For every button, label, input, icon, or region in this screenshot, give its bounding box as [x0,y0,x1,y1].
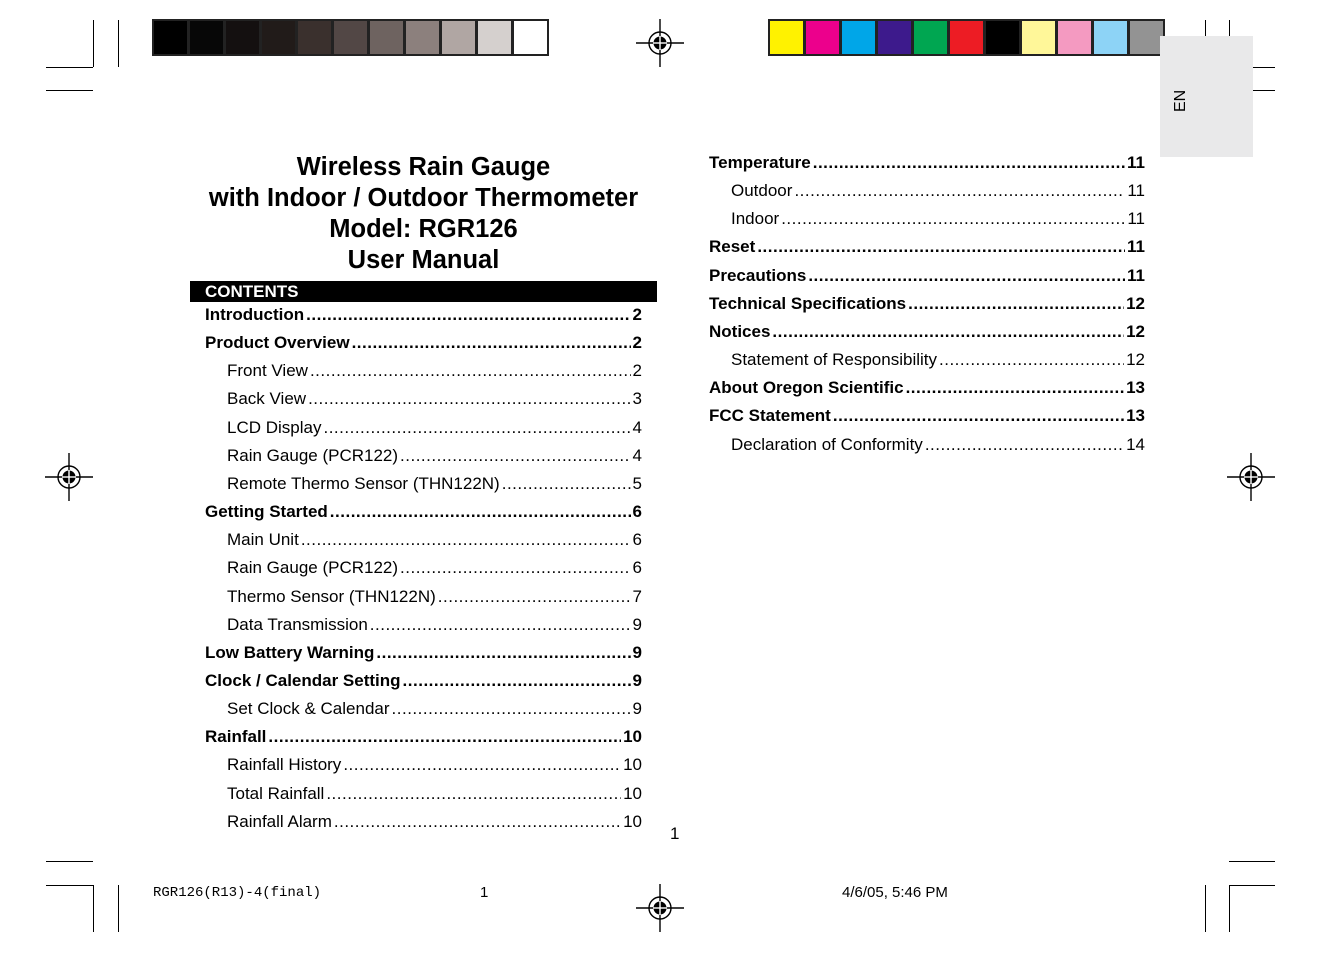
toc-entry-page: 10 [623,783,642,803]
toc-entry-page: 12 [1126,350,1145,370]
toc-entry [227,474,642,494]
color-swatch [478,21,511,54]
toc-entry-page: 11 [1127,265,1145,285]
toc-entry-title: Front View [227,361,308,381]
toc-entry-page: 14 [1126,434,1145,454]
color-swatch [914,21,947,54]
toc-entry-title: Indoor [731,209,780,229]
toc-entry-page: 2 [632,333,642,353]
toc-entry-page: 6 [632,530,642,550]
toc-entry [227,530,642,550]
toc-entry-page: 4 [632,445,642,465]
toc-entry-title: Outdoor [731,181,793,201]
title-line: User Manual [347,246,500,274]
footer-file-name: RGR126(R13)-4(final) [153,885,322,901]
language-tab [1160,36,1253,157]
toc-entry-title: LCD Display [227,417,322,437]
toc-entry [731,181,1145,201]
document-title [190,152,657,276]
toc-entry [227,699,642,719]
toc-entry [227,755,642,775]
toc-entry [227,361,642,381]
title-line: Model: RGR126 [329,215,518,243]
toc-entry-page: 2 [632,361,642,381]
toc-dot-leader [392,699,631,719]
color-swatch [514,21,547,54]
toc-entry-page: 9 [632,642,642,662]
toc-dot-leader [772,322,1124,342]
toc-entry [227,446,642,466]
toc-entry-page: 10 [623,755,642,775]
toc-entry-title: About Oregon Scientific [709,378,904,398]
toc-dot-leader [376,643,630,663]
toc-dot-leader [400,558,631,578]
toc-entry-page: 6 [632,502,642,522]
toc-entry-page: 4 [632,417,642,437]
toc-entry [205,333,642,353]
registration-mark-icon [45,453,93,501]
toc-dot-leader [438,587,631,607]
toc-entry [709,378,1145,398]
color-swatch [1058,21,1091,54]
toc-entry-title: Technical Specifications [709,293,907,313]
grayscale-color-bar [152,19,549,56]
toc-entry [227,615,642,635]
toc-dot-leader [310,361,631,381]
color-swatch [950,21,983,54]
toc-dot-leader [808,266,1125,286]
title-line: Wireless Rain Gauge [296,153,551,181]
toc-entry-page: 11 [1127,237,1145,257]
toc-dot-leader [906,378,1125,398]
language-tab-label: EN [1172,89,1189,112]
toc-dot-leader [343,755,621,775]
toc-entry-page: 2 [632,305,642,324]
toc-entry-title: Rainfall Alarm [227,811,332,831]
toc-dot-leader [370,615,631,635]
toc-dot-leader [326,784,621,804]
toc-entry-page: 11 [1127,153,1145,172]
toc-entry-page: 10 [623,811,642,831]
toc-entry [227,389,642,409]
toc-entry-page: 11 [1127,209,1145,229]
crop-mark [93,885,94,932]
toc-entry-page: 3 [632,389,642,409]
toc-entry-page: 10 [623,727,642,747]
toc-entry-title: Data Transmission [227,614,368,634]
color-swatch [806,21,839,54]
toc-entry-page: 7 [632,586,642,606]
toc-entry-title: Set Clock & Calendar [227,699,390,719]
toc-entry [205,727,642,747]
color-swatch [842,21,875,54]
crop-mark [46,861,93,862]
toc-entry-title: Reset [709,237,756,257]
color-swatch [1130,21,1163,54]
toc-entry-title: Clock / Calendar Setting [205,670,401,690]
toc-dot-leader [781,209,1125,229]
toc-entry-title: Back View [227,389,307,409]
toc-entry [709,266,1145,286]
crop-mark [118,20,119,67]
toc-entry-title: Product Overview [205,333,350,353]
toc-dot-leader [301,530,631,550]
color-swatch [154,21,187,54]
toc-entry [709,153,1145,173]
crop-mark [93,20,94,67]
toc-entry [205,671,642,691]
color-swatch [1094,21,1127,54]
toc-entry-page: 9 [632,670,642,690]
color-swatch [1022,21,1055,54]
crop-mark [1205,885,1206,932]
toc-entry [709,294,1145,314]
toc-entry [227,558,642,578]
color-swatch [878,21,911,54]
toc-entry-title: Rain Gauge (PCR122) [227,558,399,578]
toc-entry [227,784,642,804]
toc-entry [731,350,1145,370]
toc-entry-title: Notices [709,321,771,341]
toc-entry [205,502,642,522]
toc-dot-leader [925,435,1124,455]
toc-entry [227,587,642,607]
toc-entry-title: Declaration of Conformity [731,434,923,454]
crop-mark [1229,885,1230,932]
toc-dot-leader [794,181,1125,201]
toc-dot-leader [757,237,1125,257]
toc-dot-leader [308,389,630,409]
toc-dot-leader [330,502,631,522]
toc-entry [227,418,642,438]
toc-dot-leader [306,305,630,325]
color-swatch [770,21,803,54]
crop-mark [1229,885,1275,886]
toc-entry-title: Low Battery Warning [205,642,375,662]
toc-dot-leader [323,418,630,438]
toc-entry-page: 13 [1126,406,1145,426]
toc-entry [709,322,1145,342]
toc-dot-leader [334,812,621,832]
footer-timestamp: 4/6/05, 5:46 PM [842,884,948,901]
color-swatch [262,21,295,54]
toc-entry-page: 11 [1127,181,1145,201]
contents-label: CONTENTS [205,282,299,301]
toc-entry-page: 6 [632,558,642,578]
toc-entry-title: Remote Thermo Sensor (THN122N) [227,473,500,493]
color-swatch [406,21,439,54]
color-swatch [298,21,331,54]
toc-entry [709,237,1145,257]
contents-header [190,281,657,302]
footer-sheet-number: 1 [480,884,489,901]
toc-entry-title: Temperature [709,153,811,172]
color-swatch [190,21,223,54]
toc-dot-leader [400,446,631,466]
toc-entry-title: Precautions [709,265,807,285]
registration-mark-icon [1227,453,1275,501]
color-swatch [226,21,259,54]
toc-entry-title: Rainfall History [227,755,342,775]
toc-dot-leader [352,333,631,353]
process-color-bar [768,19,1165,56]
toc-dot-leader [833,406,1124,426]
toc-entry-title: Main Unit [227,530,299,550]
toc-entry-page: 9 [632,699,642,719]
toc-dot-leader [502,474,631,494]
color-swatch [334,21,367,54]
page-number: 1 [670,824,680,843]
toc-entry-page: 5 [632,473,642,493]
toc-entry [227,812,642,832]
toc-entry [731,209,1145,229]
toc-entry-title: Getting Started [205,502,328,522]
toc-entry-page: 13 [1126,378,1145,398]
toc-dot-leader [403,671,631,691]
toc-dot-leader [939,350,1124,370]
toc-entry-title: Statement of Responsibility [731,350,937,370]
toc-entry-page: 9 [632,614,642,634]
crop-mark [46,885,93,886]
crop-mark [118,885,119,932]
toc-entry [205,305,642,325]
color-swatch [986,21,1019,54]
toc-entry-title: Rainfall [205,727,267,747]
toc-entry [205,643,642,663]
color-swatch [370,21,403,54]
toc-dot-leader [813,153,1125,173]
toc-entry-title: Introduction [205,305,305,324]
toc-dot-leader [908,294,1124,314]
color-swatch [442,21,475,54]
registration-mark-icon [636,884,684,932]
toc-entry-title: Rain Gauge (PCR122) [227,445,399,465]
toc-entry-page: 12 [1126,293,1145,313]
toc-entry-title: Total Rainfall [227,783,325,803]
toc-entry [731,435,1145,455]
crop-mark [46,67,93,68]
toc-entry-page: 12 [1126,321,1145,341]
crop-mark [46,90,93,91]
registration-mark-icon [636,19,684,67]
toc-dot-leader [268,727,621,747]
title-line: with Indoor / Outdoor Thermometer [208,184,639,212]
crop-mark [1229,861,1275,862]
toc-entry-title: FCC Statement [709,406,831,426]
toc-entry-title: Thermo Sensor (THN122N) [227,586,436,606]
toc-entry [709,406,1145,426]
